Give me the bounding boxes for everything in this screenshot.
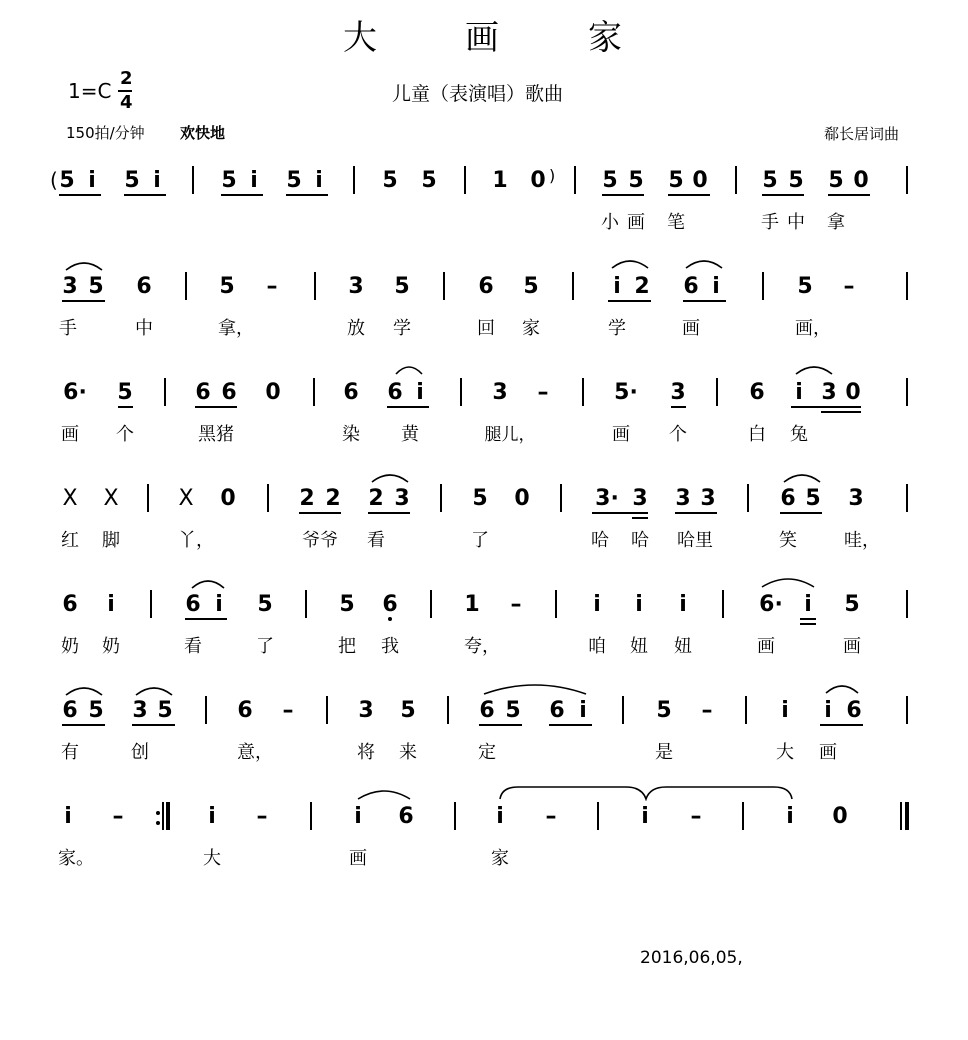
note: i — [88, 168, 96, 193]
note: 3 — [848, 486, 864, 511]
lyric: 学 — [608, 318, 626, 339]
note: i — [593, 592, 601, 617]
bar-line — [447, 696, 449, 724]
note: 2 — [299, 486, 315, 511]
bar-line — [742, 802, 744, 830]
repeat-open-paren: ( — [50, 168, 58, 192]
bar-line — [267, 484, 269, 512]
note: i — [416, 380, 424, 405]
lyric: 白 — [748, 424, 766, 445]
lyric: 大 — [776, 742, 794, 763]
low-octave-dot — [388, 617, 392, 621]
note: 3 — [348, 274, 364, 299]
eighth-beam — [368, 512, 410, 514]
lyric: 看 — [184, 636, 202, 657]
slur — [760, 575, 816, 589]
lyric: 看 — [367, 530, 385, 551]
bar-line — [454, 802, 456, 830]
song-title — [0, 10, 968, 58]
lyric: 有 — [61, 742, 79, 763]
lyric: 学 — [393, 318, 411, 339]
bar-line — [150, 590, 152, 618]
note: 5 — [523, 274, 539, 299]
slur — [684, 256, 724, 270]
sixteenth-beam — [632, 517, 648, 519]
note: 0 — [845, 380, 861, 405]
note: i — [795, 380, 803, 405]
note: i — [496, 804, 504, 829]
note: 3 — [132, 698, 148, 723]
eighth-beam — [387, 406, 429, 408]
note: 6 — [749, 380, 765, 405]
note: 6 — [343, 380, 359, 405]
bar-line — [906, 590, 908, 618]
note: i — [208, 804, 216, 829]
bar-line — [147, 484, 149, 512]
note: 5· — [614, 380, 638, 405]
note: 0 — [832, 804, 848, 829]
title-char-1: 大 — [343, 18, 377, 58]
bar-line — [745, 696, 747, 724]
slur — [794, 362, 834, 376]
lyric: 画 — [61, 424, 79, 445]
note: 3 — [700, 486, 716, 511]
note: 0 — [692, 168, 708, 193]
lyric: 兔 — [790, 424, 808, 445]
note: i — [354, 804, 362, 829]
bar-line — [597, 802, 599, 830]
note: 3 — [62, 274, 78, 299]
note: 3 — [632, 486, 648, 511]
note: X — [178, 486, 194, 511]
note: 6· — [63, 380, 87, 405]
note: X — [62, 486, 78, 511]
bar-line — [305, 590, 307, 618]
bar-line — [464, 166, 466, 194]
note: 5 — [88, 274, 104, 299]
eighth-beam — [118, 406, 133, 408]
note: 2 — [368, 486, 384, 511]
slur — [370, 470, 410, 484]
note: – — [256, 804, 268, 829]
note: i — [215, 592, 223, 617]
eighth-beam — [791, 406, 861, 408]
eighth-beam — [195, 406, 237, 408]
bar-line — [164, 378, 166, 406]
lyric: 染 — [342, 424, 360, 445]
bar-line — [582, 378, 584, 406]
bar-line — [353, 166, 355, 194]
bar-line — [574, 166, 576, 194]
eighth-beam — [299, 512, 341, 514]
note: – — [545, 804, 557, 829]
lyric: 妞 — [630, 636, 648, 657]
bar-line — [555, 590, 557, 618]
note: 6 — [479, 698, 495, 723]
lyric: 哇， — [844, 530, 880, 551]
bar-line — [735, 166, 737, 194]
note: 5 — [762, 168, 778, 193]
eighth-beam — [62, 300, 105, 302]
bar-line — [906, 696, 908, 724]
note: 5 — [505, 698, 521, 723]
note: 6 — [221, 380, 237, 405]
lyric: 拿， — [218, 318, 254, 339]
note: 5 — [400, 698, 416, 723]
eighth-beam — [780, 512, 822, 514]
note: 6 — [387, 380, 403, 405]
note: 5 — [382, 168, 398, 193]
bar-line — [326, 696, 328, 724]
lyric: 个 — [669, 424, 687, 445]
note: i — [64, 804, 72, 829]
note: 6 — [398, 804, 414, 829]
lyric: 丫， — [178, 530, 214, 551]
note: i — [641, 804, 649, 829]
sixteenth-beam — [800, 623, 816, 625]
lyric: 是 — [655, 742, 673, 763]
lyric: 创 — [131, 742, 149, 763]
eighth-beam — [602, 194, 644, 196]
bar-line — [430, 590, 432, 618]
bar-line — [205, 696, 207, 724]
lyric: 奶 — [102, 636, 120, 657]
bar-line — [747, 484, 749, 512]
note: 3· — [595, 486, 619, 511]
slur — [824, 681, 860, 695]
note: 3 — [358, 698, 374, 723]
note: 5 — [668, 168, 684, 193]
slur — [394, 362, 424, 376]
slur — [482, 680, 588, 696]
eighth-beam — [185, 618, 227, 620]
bar-line — [314, 272, 316, 300]
note: 5 — [472, 486, 488, 511]
bar-line — [622, 696, 624, 724]
eighth-beam — [671, 406, 686, 408]
note: 1 — [492, 168, 508, 193]
eighth-beam — [762, 194, 804, 196]
lyric: 意， — [237, 742, 273, 763]
eighth-beam — [608, 300, 651, 302]
eighth-beam — [549, 724, 592, 726]
eighth-beam — [683, 300, 726, 302]
bar-line — [313, 378, 315, 406]
lyric: 黄 — [401, 424, 419, 445]
note: 6 — [185, 592, 201, 617]
note: 5 — [59, 168, 75, 193]
note: 5 — [157, 698, 173, 723]
note: 5 — [797, 274, 813, 299]
time-signature-bottom: 4 — [120, 92, 133, 113]
bar-line — [722, 590, 724, 618]
note: i — [679, 592, 687, 617]
eighth-beam — [800, 618, 816, 620]
lyric: 回 — [477, 318, 495, 339]
eighth-beam — [286, 194, 328, 196]
subtitle: 儿童（表演唱）歌曲 — [392, 83, 564, 105]
slur — [782, 470, 822, 484]
lyric: 夸， — [464, 636, 500, 657]
note: 5 — [394, 274, 410, 299]
note: 5 — [88, 698, 104, 723]
note: – — [690, 804, 702, 829]
note: i — [613, 274, 621, 299]
lyric: 笔 — [667, 212, 685, 233]
note: 3 — [670, 380, 686, 405]
lyric: 爷爷 — [302, 530, 338, 551]
note: i — [781, 698, 789, 723]
note: 5 — [788, 168, 804, 193]
note: 6 — [62, 592, 78, 617]
bar-line — [560, 484, 562, 512]
note: 5 — [124, 168, 140, 193]
note: 5 — [257, 592, 273, 617]
note: – — [112, 804, 124, 829]
lyric: 哈 — [591, 530, 609, 551]
bar-line — [716, 378, 718, 406]
slur — [610, 256, 650, 270]
note: 5 — [656, 698, 672, 723]
note: 6 — [237, 698, 253, 723]
lyric: 中 — [135, 318, 153, 339]
eighth-beam — [221, 194, 263, 196]
note: 1 — [464, 592, 480, 617]
lyric: 哈里 — [677, 530, 713, 551]
note: – — [266, 274, 278, 299]
eighth-beam — [668, 194, 710, 196]
note: 5 — [828, 168, 844, 193]
note: i — [250, 168, 258, 193]
lyric: 画 — [843, 636, 861, 657]
slur — [356, 787, 412, 801]
note: – — [843, 274, 855, 299]
lyric: 来 — [399, 742, 417, 763]
lyric: 将 — [357, 742, 375, 763]
note: i — [804, 592, 812, 617]
eighth-beam — [820, 724, 863, 726]
note: 3 — [821, 380, 837, 405]
note: i — [635, 592, 643, 617]
note: 2 — [325, 486, 341, 511]
lyric: 中 — [787, 212, 805, 233]
bar-line — [443, 272, 445, 300]
eighth-beam — [479, 724, 522, 726]
note: i — [712, 274, 720, 299]
lyric: 了 — [471, 530, 489, 551]
lyric: 画 — [349, 848, 367, 869]
eighth-beam — [132, 724, 175, 726]
lyric: 画 — [757, 636, 775, 657]
note: 5 — [339, 592, 355, 617]
note: 6· — [759, 592, 783, 617]
lyric: 拿 — [827, 212, 845, 233]
repeat-close-paren: ) — [549, 166, 556, 185]
lyric: 把 — [338, 636, 356, 657]
note: 6 — [683, 274, 699, 299]
lyric: 放 — [347, 318, 365, 339]
note: 6 — [62, 698, 78, 723]
note: 5 — [117, 380, 133, 405]
lyric: 画 — [627, 212, 645, 233]
note: 5 — [628, 168, 644, 193]
note: 5 — [219, 274, 235, 299]
bar-line — [762, 272, 764, 300]
date-stamp: 2016,06,05, — [640, 948, 743, 968]
eighth-beam — [62, 724, 105, 726]
mood-marking: 欢快地 — [180, 124, 226, 142]
lyric: 画 — [612, 424, 630, 445]
lyric: 画， — [795, 318, 831, 339]
note: 3 — [492, 380, 508, 405]
eighth-beam — [828, 194, 870, 196]
lyric: 咱 — [588, 636, 606, 657]
lyric: 家 — [491, 848, 509, 869]
lyric: 小 — [601, 212, 619, 233]
eighth-beam — [592, 512, 648, 514]
eighth-beam — [124, 194, 166, 196]
lyric: 个 — [116, 424, 134, 445]
lyric: 了 — [256, 636, 274, 657]
note: X — [103, 486, 119, 511]
lyric: 哈 — [631, 530, 649, 551]
note: i — [824, 698, 832, 723]
tie — [498, 783, 794, 801]
note: 6 — [780, 486, 796, 511]
note: i — [786, 804, 794, 829]
note: 0 — [514, 486, 530, 511]
note: i — [153, 168, 161, 193]
note: 5 — [286, 168, 302, 193]
bar-line — [185, 272, 187, 300]
lyric: 画 — [682, 318, 700, 339]
lyric: 妞 — [674, 636, 692, 657]
note: 6 — [136, 274, 152, 299]
lyric: 大 — [203, 848, 221, 869]
title-char-2: 画 — [465, 18, 499, 58]
bar-line — [906, 484, 908, 512]
note: – — [537, 380, 549, 405]
lyric: 笑 — [779, 530, 797, 551]
lyric: 红 — [61, 530, 79, 551]
note: 5 — [221, 168, 237, 193]
note: 6 — [549, 698, 565, 723]
lyric: 手 — [59, 318, 77, 339]
lyric: 画 — [819, 742, 837, 763]
title-char-3: 家 — [588, 18, 622, 58]
eighth-beam — [675, 512, 717, 514]
note: 0 — [530, 168, 546, 193]
lyric: 定 — [478, 742, 496, 763]
slur — [134, 683, 174, 697]
note: – — [510, 592, 522, 617]
note: 6 — [478, 274, 494, 299]
note: 0 — [220, 486, 236, 511]
slur — [64, 258, 104, 272]
eighth-beam — [59, 194, 101, 196]
note: 6 — [846, 698, 862, 723]
note: 5 — [844, 592, 860, 617]
note: 3 — [394, 486, 410, 511]
bar-line — [906, 166, 908, 194]
composer-credit: 郗长居词曲 — [824, 125, 900, 143]
bar-line — [192, 166, 194, 194]
lyric: 脚 — [102, 530, 120, 551]
note: i — [579, 698, 587, 723]
note: 3 — [675, 486, 691, 511]
slur — [64, 683, 104, 697]
slur — [190, 576, 226, 590]
note: 5 — [421, 168, 437, 193]
key-signature: 1=C — [68, 79, 112, 103]
note: 5 — [602, 168, 618, 193]
note: i — [315, 168, 323, 193]
lyric: 手 — [761, 212, 779, 233]
note: 0 — [853, 168, 869, 193]
lyric: 黑猪 — [198, 424, 234, 445]
bar-line — [906, 272, 908, 300]
note: 5 — [805, 486, 821, 511]
tempo: 150拍/分钟 — [66, 124, 145, 142]
note: 0 — [265, 380, 281, 405]
note: – — [701, 698, 713, 723]
note: 6 — [382, 592, 398, 617]
sixteenth-beam — [821, 411, 861, 413]
note: 2 — [634, 274, 650, 299]
bar-line — [460, 378, 462, 406]
bar-line — [572, 272, 574, 300]
bar-line — [906, 378, 908, 406]
note: 6 — [195, 380, 211, 405]
note: – — [282, 698, 294, 723]
note: i — [107, 592, 115, 617]
lyric: 家。 — [58, 848, 94, 869]
lyric: 家 — [522, 318, 540, 339]
lyric: 我 — [381, 636, 399, 657]
lyric: 奶 — [61, 636, 79, 657]
bar-line — [310, 802, 312, 830]
time-signature-top: 2 — [120, 68, 133, 89]
lyric: 腿儿， — [484, 425, 536, 445]
bar-line — [440, 484, 442, 512]
